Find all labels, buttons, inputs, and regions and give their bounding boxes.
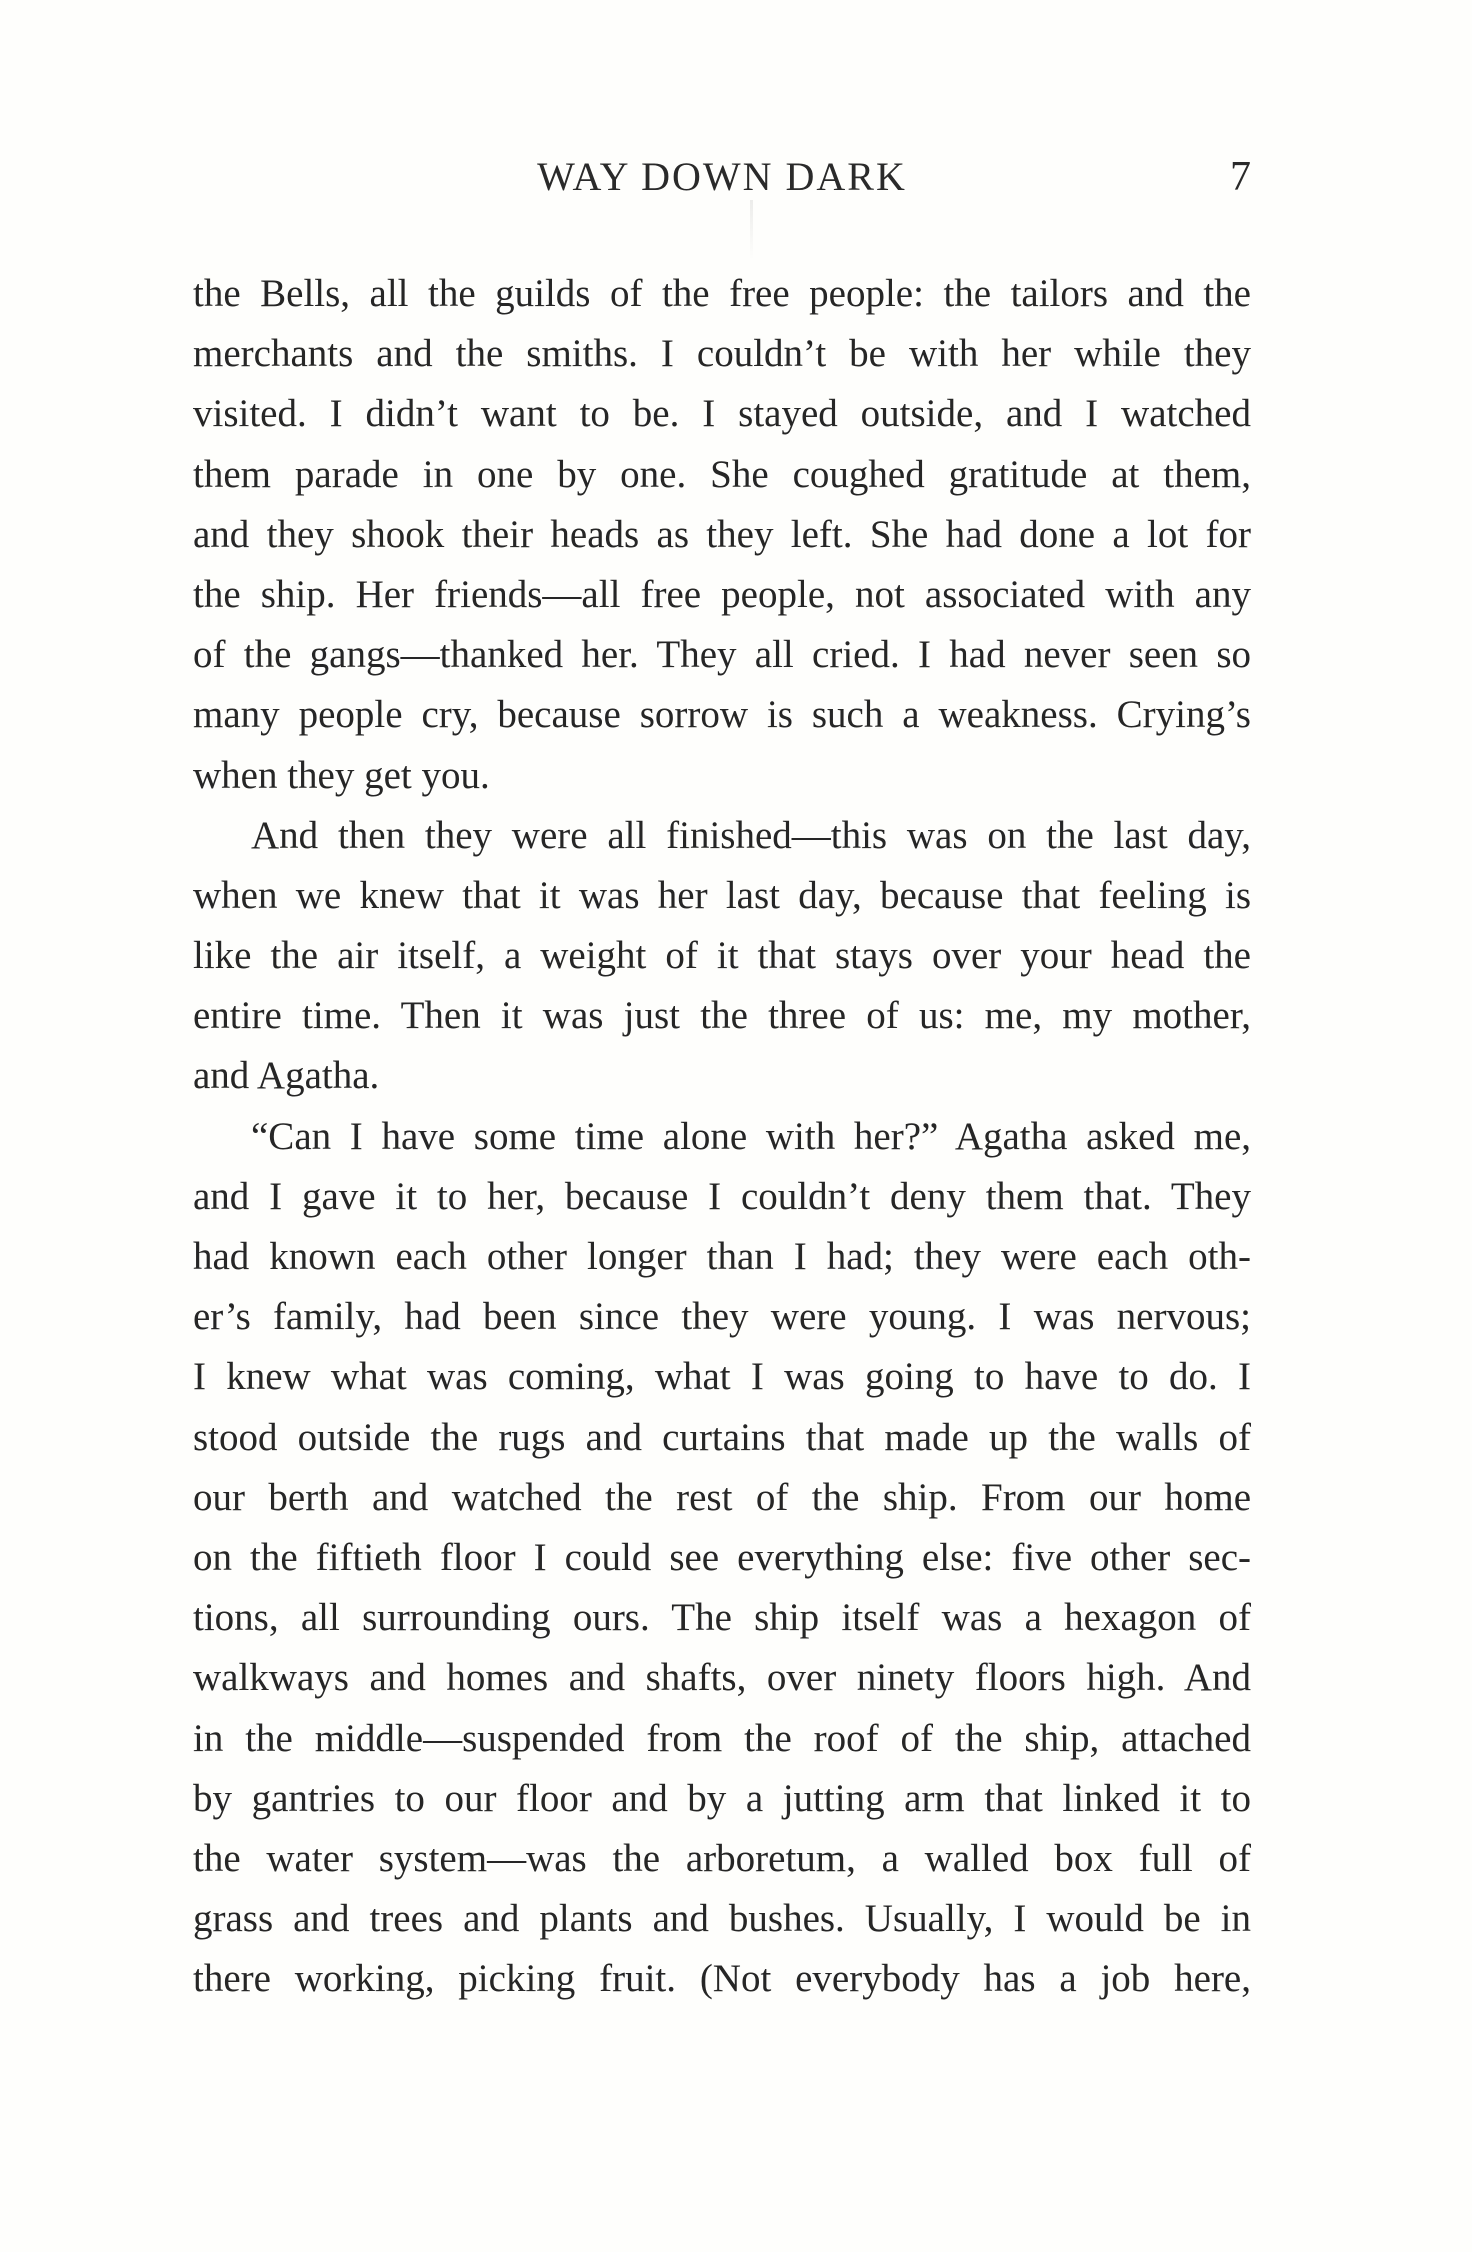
text-line: the ship. Her friends—all free people, not associated with any <box>193 572 1251 616</box>
text-line: many people cry, because sorrow is such a weakness. Crying’s <box>193 693 1251 737</box>
text-line: them parade in one by one. She coughed gratitude at them, <box>193 452 1251 496</box>
text-line: the water system—was the arboretum, a walled box full of <box>193 1836 1251 1880</box>
gutter-shadow <box>750 200 753 260</box>
text-line: er’s family, had been since they were young. I was nervous; <box>193 1295 1251 1339</box>
text-line: the Bells, all the guilds of the free people: the tailors and the <box>193 272 1251 315</box>
body-text <box>193 264 1251 2009</box>
text-line: when we knew that it was her last day, because that feeling is <box>193 873 1251 917</box>
text-line: in the middle—suspended from the roof of the ship, attached <box>193 1716 1251 1760</box>
text-line: grass and trees and plants and bushes. Usually, I would be in <box>193 1897 1251 1941</box>
running-head <box>193 150 1251 204</box>
text-line: tions, all surrounding ours. The ship itself was a hexagon of <box>193 1596 1251 1640</box>
text-line: when they get you. <box>193 753 490 797</box>
text-line: and Agatha. <box>193 1054 380 1098</box>
text-line: there working, picking fruit. (Not everybody has a job here, <box>193 1957 1251 2001</box>
text-line: had known each other longer than I had; they were each oth- <box>193 1235 1251 1278</box>
text-line: I knew what was coming, what I was going to have to do. I <box>193 1355 1251 1399</box>
paragraph <box>193 806 1251 1107</box>
text-line: by gantries to our floor and by a jutting arm that linked it to <box>193 1776 1251 1820</box>
text-line: “Can I have some time alone with her?” Agatha asked me, <box>251 1114 1251 1158</box>
page-number: 7 <box>1230 154 1251 200</box>
text-line: like the air itself, a weight of it that stays over your head the <box>193 934 1251 978</box>
text-line: of the gangs—thanked her. They all cried. I had never seen so <box>193 633 1251 677</box>
text-line: and I gave it to her, because I couldn’t deny them that. They <box>193 1174 1251 1218</box>
text-line: And then they were all finished—this was on the last day, <box>251 813 1251 857</box>
paragraph <box>193 1107 1251 2010</box>
text-line: and they shook their heads as they left. She had done a lot for <box>193 512 1251 556</box>
text-line: entire time. Then it was just the three of us: me, my mother, <box>193 994 1251 1038</box>
text-line: walkways and homes and shafts, over ninety floors high. And <box>193 1656 1251 1700</box>
text-line: visited. I didn’t want to be. I stayed outside, and I watched <box>193 392 1251 436</box>
text-line: on the fiftieth floor I could see everything else: five other sec- <box>193 1535 1251 1579</box>
text-line: our berth and watched the rest of the ship. From our home <box>193 1475 1251 1519</box>
running-title: WAY DOWN DARK <box>537 154 907 199</box>
text-line: merchants and the smiths. I couldn’t be with her while they <box>193 332 1251 376</box>
text-line: stood outside the rugs and curtains that made up the walls of <box>193 1415 1251 1459</box>
paragraph <box>193 264 1251 806</box>
